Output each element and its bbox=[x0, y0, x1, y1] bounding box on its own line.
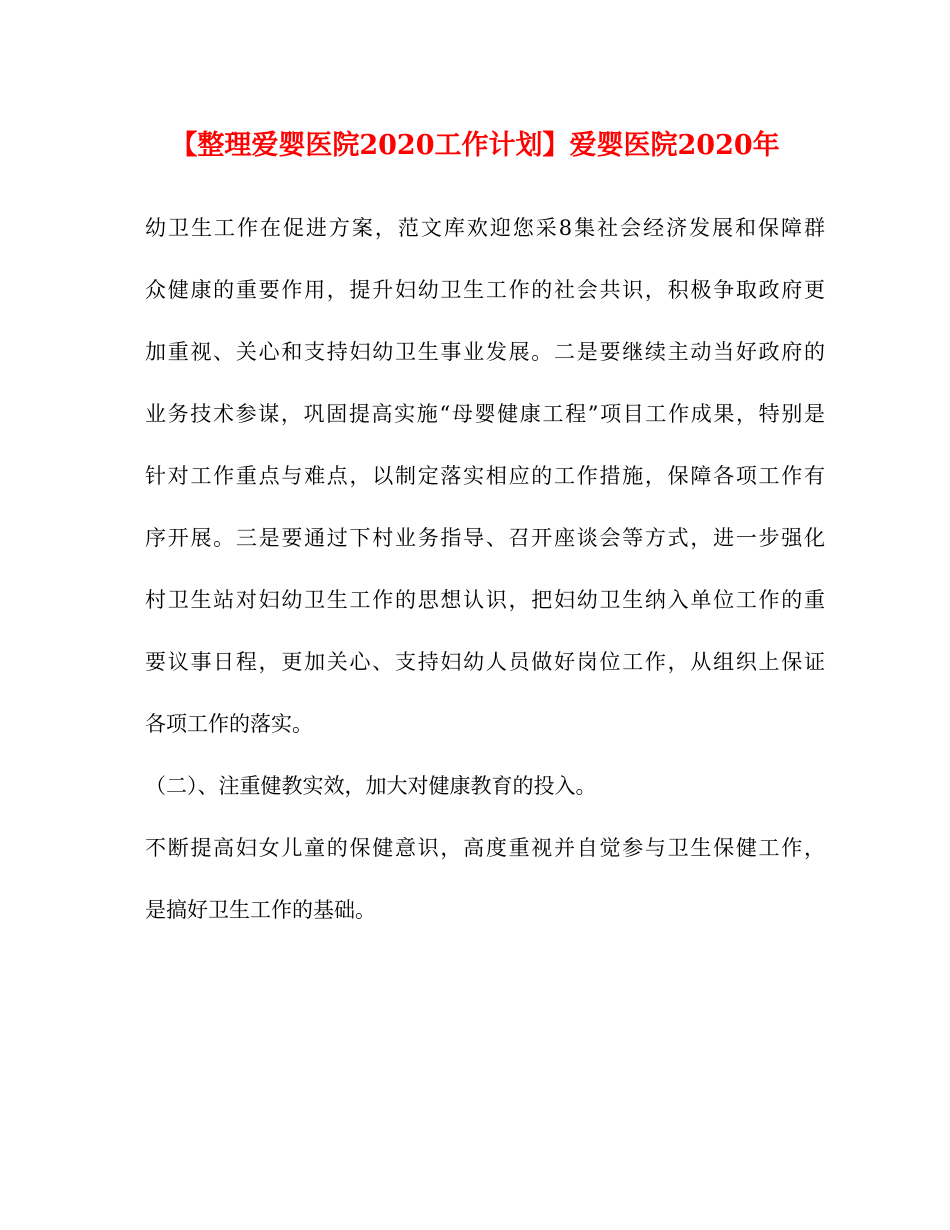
body-line: 业务技术参谋，巩固提高实施“母婴健康工程”项目工作成果，特别是 bbox=[145, 402, 825, 426]
document-body bbox=[145, 197, 825, 941]
section-heading: （二）、注重健教实效，加大对健康教育的投入。 bbox=[145, 774, 597, 798]
body-line: 加重视、关心和支持妇幼卫生事业发展。二是要继续主动当好政府的 bbox=[145, 340, 825, 364]
body-line: 众健康的重要作用，提升妇幼卫生工作的社会共识，积极争取政府更 bbox=[145, 278, 825, 302]
body-line: 不断提高妇女儿童的保健意识，高度重视并自觉参与卫生保健工作， bbox=[145, 836, 825, 860]
body-line: 针对工作重点与难点，以制定落实相应的工作措施，保障各项工作有 bbox=[145, 464, 825, 488]
body-line: 要议事日程，更加关心、支持妇幼人员做好岗位工作，从组织上保证 bbox=[145, 650, 825, 674]
document-title: 【整理爱婴医院2020工作计划】爱婴医院2020年 bbox=[170, 130, 780, 161]
body-line-last: 各项工作的落实。 bbox=[145, 712, 313, 736]
body-line: 村卫生站对妇幼卫生工作的思想认识，把妇幼卫生纳入单位工作的重 bbox=[145, 588, 825, 612]
body-line: 序开展。三是要通过下村业务指导、召开座谈会等方式，进一步强化 bbox=[145, 526, 825, 550]
body-line-last: 是搞好卫生工作的基础。 bbox=[145, 898, 376, 922]
body-line: 幼卫生工作在促进方案，范文库欢迎您采8集社会经济发展和保障群 bbox=[145, 216, 825, 240]
